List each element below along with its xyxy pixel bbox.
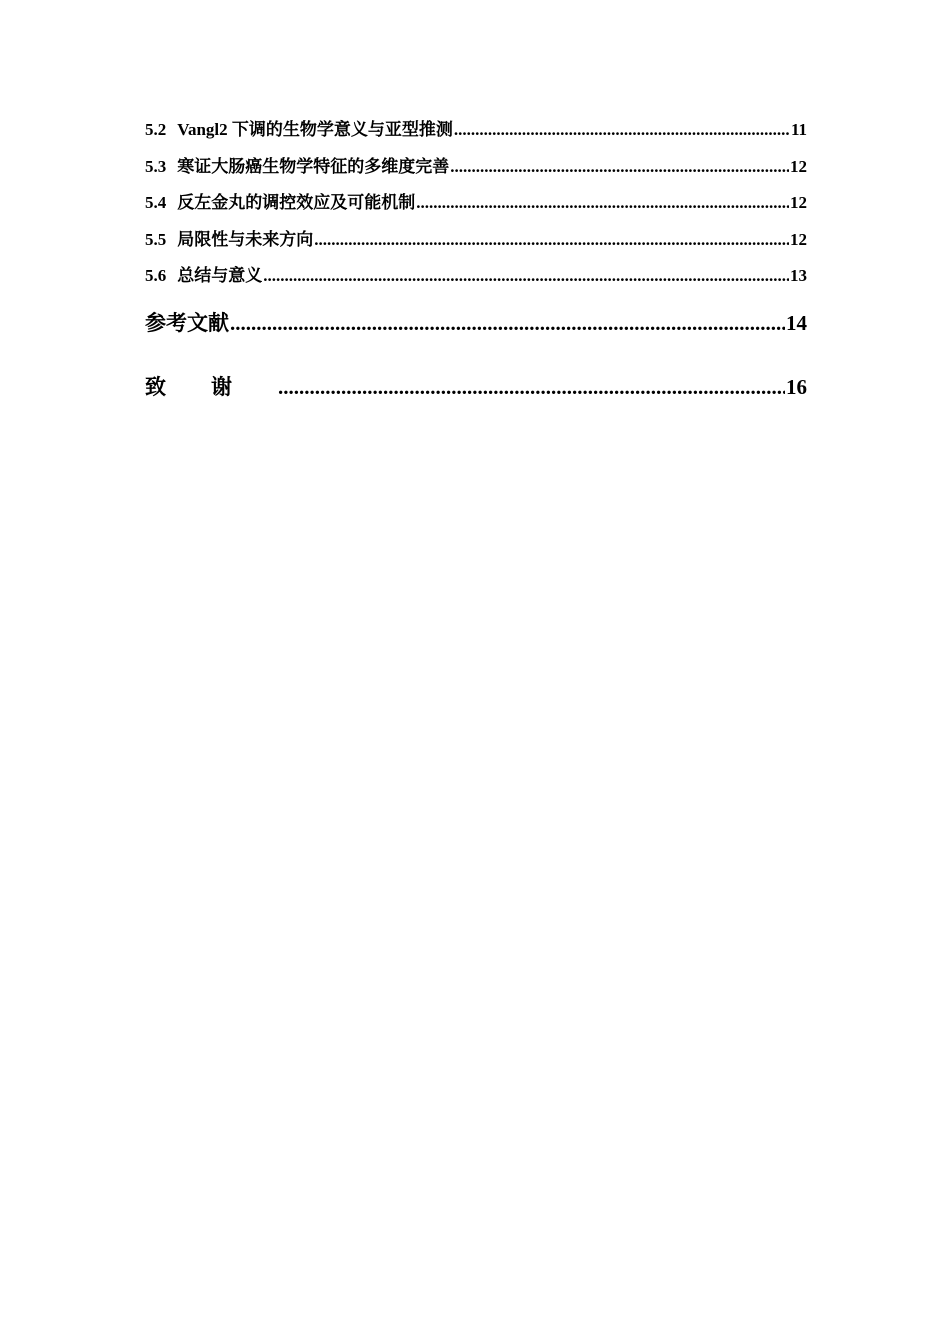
toc-entry-title: 反左金丸的调控效应及可能机制 bbox=[177, 193, 416, 212]
toc-entry-title: 致谢 bbox=[145, 374, 277, 399]
toc-entry-number: 5.3 bbox=[145, 156, 167, 176]
toc-entry-5-2[interactable] bbox=[145, 112, 807, 149]
toc-entry-5-4[interactable] bbox=[145, 185, 807, 222]
toc-entry-acknowledgements[interactable] bbox=[145, 372, 807, 402]
dot-leader bbox=[454, 112, 790, 149]
toc-entry-5-3[interactable] bbox=[145, 149, 807, 186]
toc-entry-page: 12 bbox=[790, 156, 807, 176]
toc-entry-page: 14 bbox=[786, 310, 807, 335]
toc-entry-title: 参考文献 bbox=[145, 310, 229, 335]
toc-entry-number: 5.6 bbox=[145, 266, 167, 285]
dot-leader bbox=[450, 149, 789, 186]
toc-entry-references[interactable] bbox=[145, 308, 807, 338]
dot-leader bbox=[230, 308, 785, 338]
toc-entry-5-5[interactable] bbox=[145, 222, 807, 259]
toc-entry-page: 11 bbox=[790, 120, 807, 139]
toc-entry-page: 13 bbox=[790, 266, 807, 285]
toc-entry-5-6[interactable] bbox=[145, 258, 807, 295]
dot-leader bbox=[278, 372, 785, 402]
dot-leader bbox=[416, 185, 789, 222]
table-of-contents bbox=[145, 112, 807, 402]
toc-entry-page: 12 bbox=[790, 193, 807, 212]
toc-entry-title: 寒证大肠癌生物学特征的多维度完善 bbox=[177, 156, 450, 176]
toc-entry-page: 16 bbox=[786, 374, 807, 399]
toc-entry-number: 5.5 bbox=[145, 229, 167, 249]
dot-leader bbox=[314, 222, 789, 259]
toc-entry-page: 12 bbox=[790, 229, 807, 249]
toc-entry-title: 总结与意义 bbox=[177, 266, 263, 285]
toc-entry-title: 局限性与未来方向 bbox=[177, 229, 314, 249]
toc-entry-number: 5.2 bbox=[145, 120, 167, 139]
toc-entry-number: 5.4 bbox=[145, 193, 167, 212]
toc-entry-title: Vangl2 下调的生物学意义与亚型推测 bbox=[177, 120, 453, 139]
dot-leader bbox=[263, 258, 789, 295]
